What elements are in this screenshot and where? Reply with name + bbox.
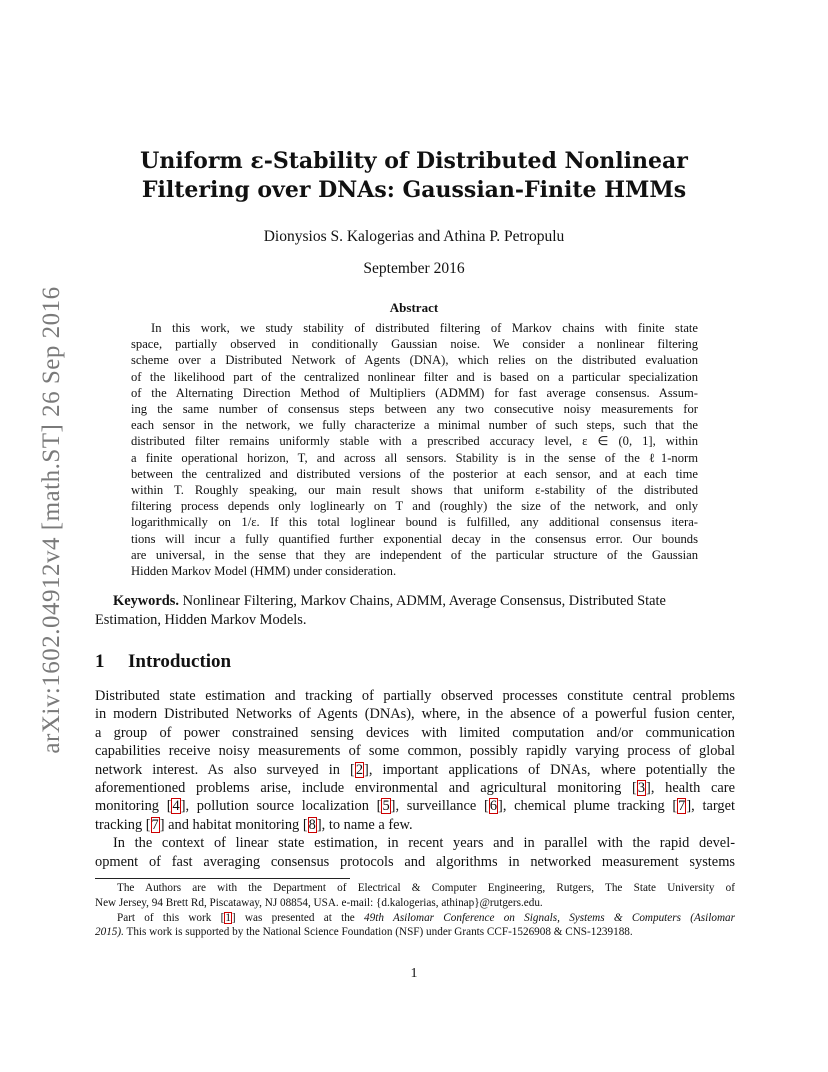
citation-link[interactable]: 7 [151,816,159,833]
section-number: 1 [95,651,105,672]
body-text-segment: network interest. As also surveyed in [95,761,351,778]
page-number: 1 [410,966,418,981]
abstract-line: each sensor in the network, we fully characterize a minimal number of such steps, such that the [131,418,698,433]
introduction-body [95,687,735,871]
abstract-line: logarithmically on 1/ε. If this total loglinear bound is fulfilled, any additional consensus itera- [131,515,698,530]
citation-link[interactable]: 2 [355,761,364,778]
body-text-segment: , pollution source localization [185,798,377,815]
abstract-line: of the Alternating Direction Method of Multipliers (ADMM) for fast average consensus. Assum- [131,385,698,400]
body-text-segment: , health care [650,780,735,797]
date: September 2016 [363,260,465,277]
body-text-segment: monitoring [95,798,167,815]
arxiv-side-stamp: arXiv:1602.04912v4 [math.ST] 26 Sep 2016 [38,286,65,754]
title-line-1: Uniform ε-Stability of Distributed Nonlinear [140,148,688,174]
abstract-line: In this work, we study stability of distributed filtering of Markov chains with finite state [151,321,698,335]
abstract-body [131,320,698,579]
abstract-line: distributed filter remains uniformly stable with a prescribed accuracy level, ε ∈ (0, 1], within [131,434,698,449]
body-line: a group of power constrained sensing devices with limited computation and/or communication [95,724,735,741]
body-line: aforementioned problems arise, include environmental and agricultural monitoring [3], health care [95,780,735,797]
footnote-text-segment: Part of this work [117,911,221,924]
keywords-label: Keywords. [113,593,179,609]
abstract-line: within T. Roughly speaking, our main result shows that uniform ε-stability of the distributed [131,483,698,498]
citation-link[interactable]: 7 [678,798,686,815]
abstract-line: a finite operational horizon, T, and across all sensors. Stability is in the sense of the ℓ1-norm [131,450,698,465]
footnotes [95,881,735,940]
body-text-segment: , important applications of DNAs, where potentially the [368,761,735,778]
abstract-line: Hidden Markov Model (HMM) under consideration. [131,564,397,579]
paper-title [95,147,733,205]
abstract-line: space, partially observed in conditionally Gaussian noise. We consider a nonlinear filtering [131,337,698,352]
abstract-line: scheme over a Distributed Network of Agents (DNA), which relies on the distributed evaluation [131,353,698,368]
abstract-line: are universal, in the sense that they are independent of the particular structure of the Gaussian [131,547,698,562]
body-text-segment: , to name a few. [321,816,413,833]
body-text-segment: , chemical plume tracking [502,798,673,815]
body-line: monitoring [4], pollution source localization [5], surveillance [6], chemical plume tracking [7], target [95,798,735,815]
footnote-line: The Authors are with the Department of Electrical & Computer Engineering, Rutgers, The State University of [117,882,735,894]
abstract-line: of the likelihood part of the centralized nonlinear filter and is based on a particular specialization [131,369,698,384]
body-text-segment: , target [691,798,735,815]
footnote-line: Part of this work [1] was presented at the 49th Asilomar Conference on Signals, Systems & Computers (Asilomar [117,911,735,924]
section-heading [95,651,231,673]
citation-link[interactable]: 6 [489,798,498,815]
body-line: In the context of linear state estimation, in recent years and in parallel with the rapid devel- [113,835,735,852]
body-text-segment: aforementioned problems arise, include environmental and agricultural monitoring [95,780,633,797]
abstract-heading: Abstract [389,300,439,315]
keywords [95,592,735,629]
body-line: network interest. As also surveyed in [2], important applications of DNAs, where potentially the [95,761,735,778]
citation-link[interactable]: 8 [308,816,316,833]
keywords-line-2: Estimation, Hidden Markov Models. [95,611,307,628]
authors: Dionysios S. Kalogerias and Athina P. Petropulu [263,228,565,245]
body-text-segment: , surveillance [395,798,485,815]
title-line-2: Filtering over DNAs: Gaussian-Finite HMMs [141,177,687,203]
conference-name: 49th Asilomar Conference on Signals, Systems & Computers (Asilomar [364,911,735,924]
body-line: opment of fast averaging consensus protocols and algorithms in networked measurement systems [95,853,735,870]
body-line: tracking [7] and habitat monitoring [8], to name a few. [95,816,413,833]
body-text-segment: tracking [95,816,146,833]
abstract-line: tions will incur a fully quantified further exponential decay in the consensus error. Our bounds [131,531,698,546]
conference-name: 2015). [95,926,124,939]
body-line: in modern Distributed Networks of Agents (DNAs), where, in the absence of a powerful fusion center, [95,706,735,723]
section-title: Introduction [128,651,232,672]
abstract-line: ing the same number of consensus steps between any two consecutive noisy measurements for [131,402,698,417]
footnote-text-segment: This work is supported by the National Science Foundation (NSF) under Grants CCF-1526908 & CNS-1239188. [123,926,633,939]
footnote-text-segment: was presented at the [235,911,365,924]
body-line: Distributed state estimation and tracking of partially observed processes constitute central problems [95,688,735,704]
body-text-segment: and habitat monitoring [164,816,303,833]
footnote-line [95,925,735,940]
citation-link[interactable]: 5 [382,798,390,815]
abstract-line: between the centralized and distributed versions of the posterior at each sensor, and at each time [131,466,698,481]
footnote-divider [95,878,350,879]
citation-link[interactable]: 1 [225,911,231,924]
citation-link[interactable]: 4 [172,798,180,815]
abstract-line: filtering process depends only loglinearly on T and (roughly) the size of the network, and only [131,499,698,514]
body-line: capabilities receive noisy measurements of some common, possibly rapidly varying process of global [95,743,735,760]
footnote-line: New Jersey, 94 Brett Rd, Piscataway, NJ 08854, USA. e-mail: {d.kalogerias, athinap}@rutgers.edu. [95,896,543,909]
keywords-text: Nonlinear Filtering, Markov Chains, ADMM, Average Consensus, Distributed State [182,593,666,609]
keywords-line-1 [95,592,735,611]
citation-link[interactable]: 3 [637,780,646,797]
